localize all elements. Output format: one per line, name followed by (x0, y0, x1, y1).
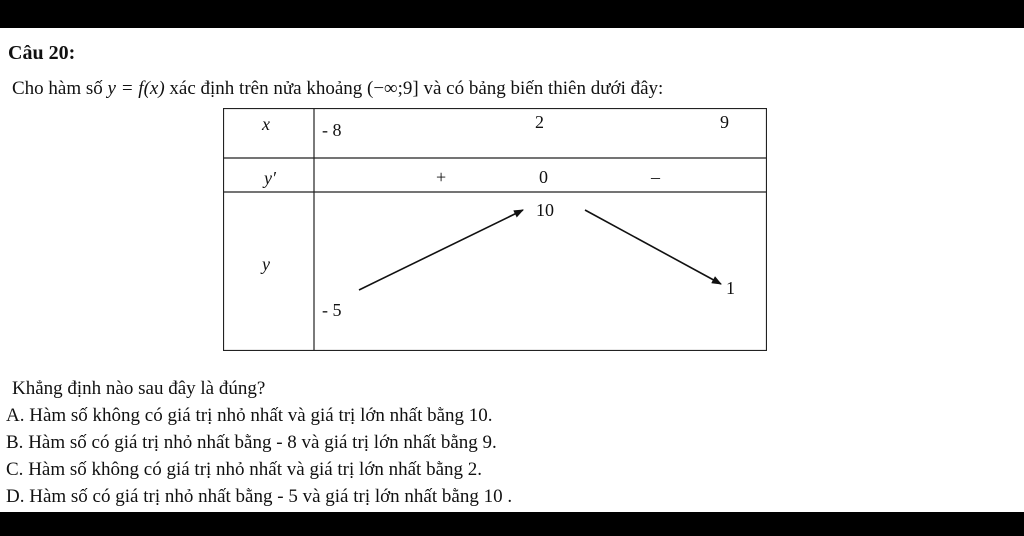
decreasing-arrow (585, 210, 721, 284)
derivative-zero: 0 (539, 167, 548, 187)
top-black-bar (0, 0, 1024, 28)
intro-middle: xác định trên nửa khoảng (164, 78, 368, 99)
x-value-start: - 8 (322, 120, 342, 140)
y-value-peak: 10 (536, 200, 554, 220)
option-text: Hàm số có giá trị nhỏ nhất bằng - 8 và giá trị lớn nhất bằng 9. (28, 432, 497, 453)
option-text: Hàm số có giá trị nhỏ nhất bằng - 5 và giá trị lớn nhất bằng 10 . (29, 486, 513, 507)
option-b[interactable] (6, 432, 497, 454)
table-grid (223, 108, 767, 351)
y-value-end: 1 (726, 278, 735, 298)
bottom-black-bar (0, 512, 1024, 536)
function-expression: y = f(x) (107, 78, 165, 99)
question-prompt: Khẳng định nào sau đây là đúng? (12, 378, 266, 399)
option-text: Hàm số không có giá trị nhỏ nhất và giá trị lớn nhất bằng 10. (29, 405, 493, 426)
y-value-start: - 5 (322, 300, 342, 320)
x-value-end: 9 (720, 112, 729, 132)
derivative-sign-positive: + (436, 167, 447, 187)
option-letter: D. (6, 486, 25, 507)
option-text: Hàm số không có giá trị nhỏ nhất và giá trị lớn nhất bằng 2. (28, 459, 483, 480)
row-label-y: y (262, 254, 270, 274)
row-label-x: x (262, 114, 270, 134)
row-label-y-prime: y′ (264, 168, 276, 188)
intro-after: và có bảng biến thiên dưới đây: (418, 78, 664, 99)
x-value-critical: 2 (535, 112, 544, 132)
question-intro (12, 78, 663, 100)
increasing-arrow (359, 210, 523, 290)
question-title: Câu 20: (8, 42, 76, 64)
domain-interval: (−∞;9] (367, 78, 419, 99)
derivative-sign-negative: – (651, 167, 660, 187)
table-border (224, 109, 767, 351)
variation-table (223, 108, 767, 351)
option-d[interactable] (6, 486, 512, 508)
option-letter: C. (6, 459, 24, 480)
option-letter: B. (6, 432, 24, 453)
intro-before: Cho hàm số (12, 78, 108, 99)
option-letter: A. (6, 405, 25, 426)
option-a[interactable] (6, 405, 493, 427)
option-c[interactable] (6, 459, 482, 481)
